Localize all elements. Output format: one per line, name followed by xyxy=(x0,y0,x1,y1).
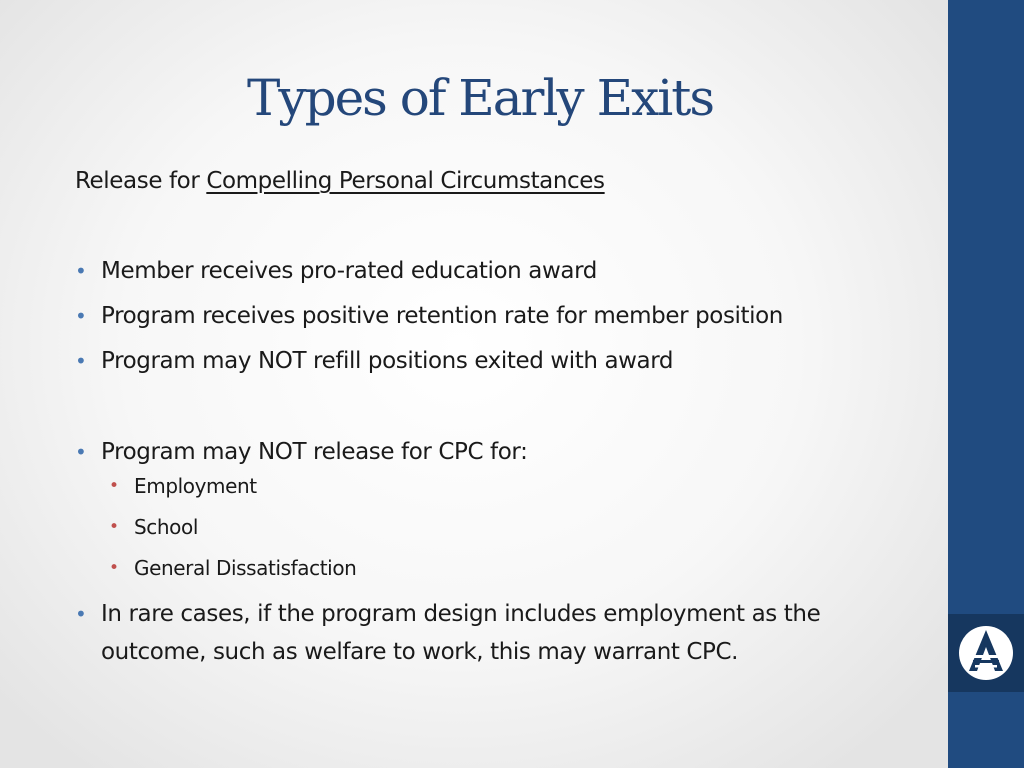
slide-title: Types of Early Exits xyxy=(246,69,714,127)
right-sidebar xyxy=(948,0,1024,768)
bullet-list xyxy=(75,256,915,685)
bullet-item: • Program may NOT refill positions exited with award xyxy=(75,346,915,377)
sub-bullet-item: • Employment xyxy=(101,472,915,500)
sub-bullet-item: • General Dissatisfaction xyxy=(101,554,915,582)
bullet-item-label: Program may NOT release for CPC for: xyxy=(101,439,528,465)
intro-line xyxy=(75,168,605,194)
bullet-item: • Member receives pro-rated education award xyxy=(75,256,915,287)
bullet-item: • Program receives positive retention rate for member position xyxy=(75,301,915,332)
intro-underlined-term: Compelling Personal Circumstances xyxy=(206,168,605,194)
sub-bullet-list xyxy=(101,472,915,582)
sub-bullet-item: • School xyxy=(101,513,915,541)
bullet-item-cpc-exclusions xyxy=(75,437,915,582)
americorps-logo-icon xyxy=(957,619,1015,687)
intro-prefix: Release for xyxy=(75,168,207,194)
bullet-item: • In rare cases, if the program design includes employment as the outcome, such as welfare to work, this may warrant CPC. xyxy=(75,595,915,671)
